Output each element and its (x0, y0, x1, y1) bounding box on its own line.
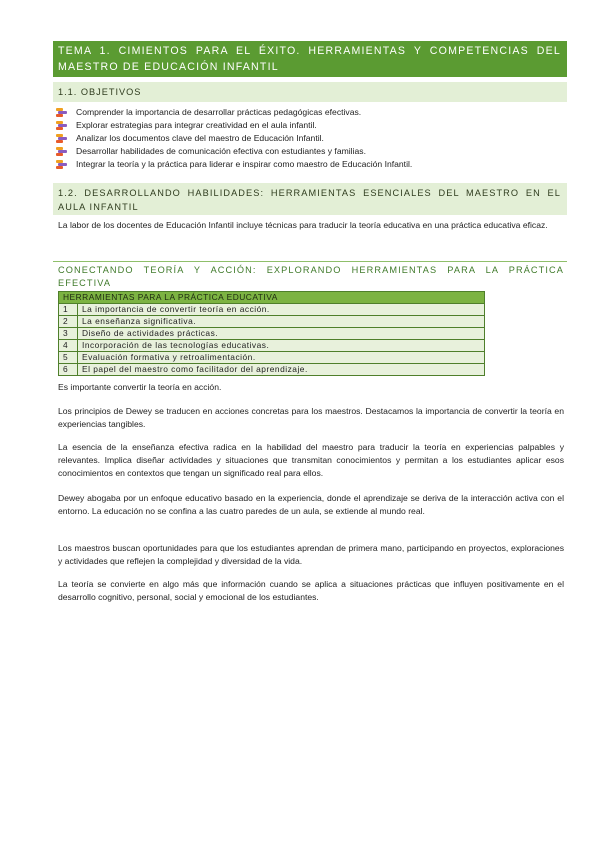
body-paragraph-4: Dewey abogaba por un enfoque educativo basado en la experiencia, donde el aprendizaje se deriva de la interacción activa con el entorno. La educación no se confina a las cuatro paredes de un aula, se extiende al mundo real. (58, 493, 564, 517)
section-heading-objetivos: 1.1. OBJETIVOS (53, 82, 567, 102)
table-row (59, 364, 485, 376)
row-number: 1 (59, 304, 78, 316)
table-row (59, 328, 485, 340)
bullet-icon (56, 134, 65, 143)
row-number: 2 (59, 316, 78, 328)
body-paragraph-3: La esencia de la enseñanza efectiva radica en la habilidad del maestro para traducir la teoría en experiencias palpables y relevantes. Implica diseñar actividades y situaciones que transmitan conocimientos y permitan a los estudiantes aplicar esos conocimientos en contextos que tengan un significado real para ellos. (58, 442, 564, 479)
row-number: 4 (59, 340, 78, 352)
table-header-row (59, 292, 485, 304)
objectives-list (56, 106, 412, 171)
list-item-text: Analizar los documentos clave del maestro de Educación Infantil. (76, 133, 324, 143)
bullet-icon (56, 108, 65, 117)
row-number: 5 (59, 352, 78, 364)
list-item-text: Explorar estrategias para integrar creatividad en el aula infantil. (76, 120, 317, 130)
list-item-text: Desarrollar habilidades de comunicación efectiva con estudiantes y familias. (76, 146, 366, 156)
body-paragraph-2: Los principios de Dewey se traducen en acciones concretas para los maestros. Destacamos la importancia de convertir la teoría en experiencias tangibles. (58, 406, 564, 430)
divider (53, 261, 567, 262)
bullet-icon (56, 147, 65, 156)
page-title: TEMA 1. CIMIENTOS PARA EL ÉXITO. HERRAMIENTAS Y COMPETENCIAS DEL MAESTRO DE EDUCACIÓN INFANTIL (53, 41, 567, 77)
section-intro-paragraph: La labor de los docentes de Educación Infantil incluye técnicas para traducir la teoría educativa en una práctica educativa eficaz. (58, 220, 548, 230)
table-row (59, 352, 485, 364)
body-paragraph-5: Los maestros buscan oportunidades para que los estudiantes aprendan de primera mano, participando en proyectos, exploraciones y actividades que reflejen la complejidad y diversidad de la vida. (58, 543, 564, 567)
row-text: El papel del maestro como facilitador del aprendizaje. (78, 364, 485, 376)
row-number: 6 (59, 364, 78, 376)
row-text: Diseño de actividades prácticas. (78, 328, 485, 340)
table-header: HERRAMIENTAS PARA LA PRÁCTICA EDUCATIVA (59, 292, 485, 304)
table-row (59, 316, 485, 328)
bullet-icon (56, 121, 65, 130)
row-number: 3 (59, 328, 78, 340)
list-item (56, 119, 412, 132)
list-item-text: Comprender la importancia de desarrollar prácticas pedagógicas efectivas. (76, 107, 362, 117)
list-item (56, 158, 412, 171)
list-item (56, 145, 412, 158)
list-item (56, 106, 412, 119)
row-text: La enseñanza significativa. (78, 316, 485, 328)
table-row (59, 340, 485, 352)
row-text: Incorporación de las tecnologías educativas. (78, 340, 485, 352)
body-paragraph-6: La teoría se convierte en algo más que información cuando se aplica a situaciones prácticas que influyen positivamente en el desarrollo cognitivo, personal, social y emocional de los estudiantes. (58, 579, 564, 603)
row-text: La importancia de convertir teoría en acción. (78, 304, 485, 316)
row-text: Evaluación formativa y retroalimentación. (78, 352, 485, 364)
list-item (56, 132, 412, 145)
bullet-icon (56, 160, 65, 169)
section-heading-habilidades: 1.2. DESARROLLANDO HABILIDADES: HERRAMIENTAS ESENCIALES DEL MAESTRO EN EL AULA INFANTIL (53, 183, 567, 215)
list-item-text: Integrar la teoría y la práctica para liderar e inspirar como maestro de Educación Infantil. (76, 159, 413, 169)
table-row (59, 304, 485, 316)
body-paragraph-1: Es importante convertir la teoría en acción. (58, 382, 222, 392)
subsection-heading: CONECTANDO TEORÍA Y ACCIÓN: EXPLORANDO HERRAMIENTAS PARA LA PRÁCTICA EFECTIVA (58, 265, 564, 288)
tools-table (58, 291, 485, 376)
